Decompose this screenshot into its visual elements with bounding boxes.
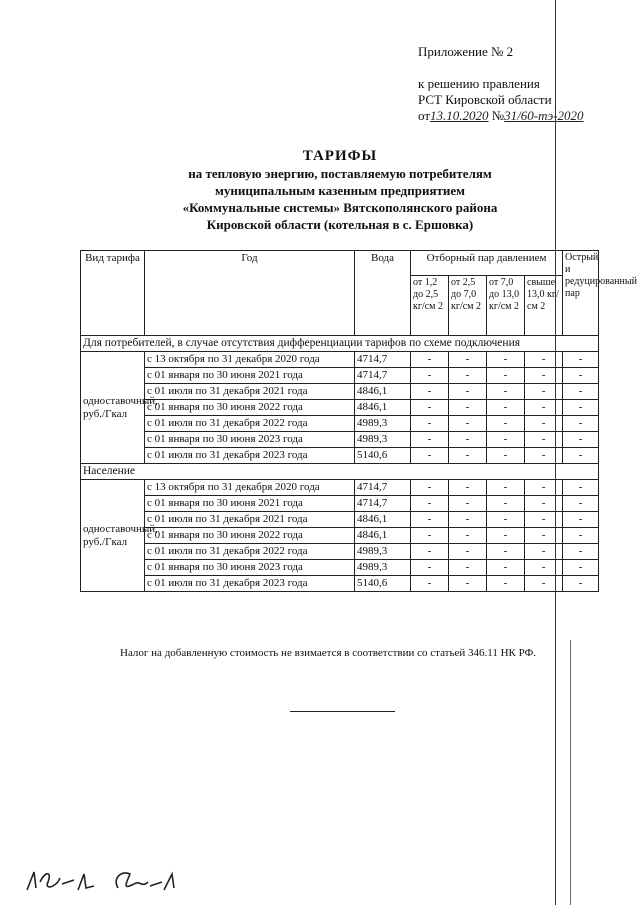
dash-cell: - [487, 368, 525, 384]
tariff-type: одноставочный, руб./Гкал [81, 480, 145, 592]
water-value-cell: 5140,6 [355, 448, 411, 464]
appendix-line1: к решению правления [418, 76, 540, 91]
dash-cell: - [525, 576, 563, 592]
dash-cell: - [449, 480, 487, 496]
dash-cell: - [487, 416, 525, 432]
dash-cell: - [487, 384, 525, 400]
dash-cell: - [563, 368, 599, 384]
dash-cell: - [411, 352, 449, 368]
dash-cell: - [449, 544, 487, 560]
table-row [81, 512, 599, 528]
dash-cell: - [487, 352, 525, 368]
dash-cell: - [563, 544, 599, 560]
dash-cell: - [449, 528, 487, 544]
dash-cell: - [449, 384, 487, 400]
period-cell: с 13 октября по 31 декабря 2020 года [145, 480, 355, 496]
water-value-cell: 4714,7 [355, 496, 411, 512]
period-cell: с 01 января по 30 июня 2021 года [145, 496, 355, 512]
dash-cell: - [525, 416, 563, 432]
number-value: 31/60-тэ-2020 [504, 108, 584, 123]
dash-cell: - [449, 400, 487, 416]
dash-cell: - [411, 496, 449, 512]
period-cell: с 01 июля по 31 декабря 2023 года [145, 576, 355, 592]
water-value-cell: 4714,7 [355, 480, 411, 496]
water-value-cell: 4846,1 [355, 400, 411, 416]
dash-cell: - [563, 432, 599, 448]
dash-cell: - [525, 528, 563, 544]
dash-cell: - [563, 352, 599, 368]
number-prefix: № [491, 108, 505, 123]
dash-cell: - [563, 528, 599, 544]
water-value-cell: 4989,3 [355, 416, 411, 432]
table-row [81, 544, 599, 560]
water-value-cell: 4989,3 [355, 544, 411, 560]
dash-cell: - [411, 448, 449, 464]
dash-cell: - [563, 448, 599, 464]
section-title: Население [81, 464, 599, 480]
period-cell: с 01 июля по 31 декабря 2022 года [145, 416, 355, 432]
dash-cell: - [411, 480, 449, 496]
table-row [81, 352, 599, 368]
dash-cell: - [525, 432, 563, 448]
dash-cell: - [563, 480, 599, 496]
water-value-cell: 4846,1 [355, 512, 411, 528]
dash-cell: - [449, 432, 487, 448]
dash-cell: - [411, 368, 449, 384]
dash-cell: - [525, 544, 563, 560]
title-main: ТАРИФЫ [302, 148, 378, 164]
period-cell: с 01 января по 30 июня 2022 года [145, 400, 355, 416]
vat-note: Налог на добавленную стоимость не взимается в соответствии со статьей 346.11 НК РФ. [120, 647, 537, 659]
dash-cell: - [449, 352, 487, 368]
dash-cell: - [487, 560, 525, 576]
dash-cell: - [411, 416, 449, 432]
dash-cell: - [487, 400, 525, 416]
dash-cell: - [563, 400, 599, 416]
dash-cell: - [449, 512, 487, 528]
appendix-block [418, 44, 584, 124]
period-cell: с 01 января по 30 июня 2023 года [145, 432, 355, 448]
table-row [81, 528, 599, 544]
dash-cell: - [487, 576, 525, 592]
header-type: Вид тарифа [81, 251, 145, 336]
dash-cell: - [487, 544, 525, 560]
water-value-cell: 4714,7 [355, 352, 411, 368]
document-title [0, 148, 640, 233]
dash-cell: - [487, 512, 525, 528]
dash-cell: - [525, 480, 563, 496]
table-row [81, 576, 599, 592]
dash-cell: - [449, 576, 487, 592]
period-cell: с 01 июля по 31 декабря 2022 года [145, 544, 355, 560]
period-cell: с 01 июля по 31 декабря 2021 года [145, 384, 355, 400]
water-value-cell: 4846,1 [355, 528, 411, 544]
dash-cell: - [563, 560, 599, 576]
header-sharp-steam: Острый и редуцированный пар [563, 251, 599, 336]
table-row [81, 560, 599, 576]
dash-cell: - [525, 560, 563, 576]
dash-cell: - [449, 368, 487, 384]
water-value-cell: 4846,1 [355, 384, 411, 400]
table-row [81, 432, 599, 448]
dash-cell: - [411, 400, 449, 416]
dash-cell: - [525, 384, 563, 400]
dash-cell: - [525, 400, 563, 416]
dash-cell: - [411, 576, 449, 592]
title-line-2: муниципальным казенным предприятием [215, 183, 465, 198]
header-row-1 [81, 251, 599, 276]
section-title: Для потребителей, в случае отсутствия дифференциации тарифов по схеме подключения [81, 336, 599, 352]
dash-cell: - [487, 432, 525, 448]
header-steam-col-1: от 1,2 до 2,5 кг/см 2 [411, 275, 449, 335]
tariff-type: одноставочный, руб./Гкал [81, 352, 145, 464]
water-value-cell: 5140,6 [355, 576, 411, 592]
header-steam-col-3: от 7,0 до 13,0 кг/см 2 [487, 275, 525, 335]
date-prefix: от [418, 108, 431, 123]
table-row [81, 448, 599, 464]
dash-cell: - [525, 496, 563, 512]
dash-cell: - [487, 448, 525, 464]
scan-line-lower [570, 640, 571, 905]
dash-cell: - [563, 416, 599, 432]
title-line-3: «Коммунальные системы» Вятскополянского района [182, 200, 498, 215]
table-row [81, 400, 599, 416]
period-cell: с 01 июля по 31 декабря 2021 года [145, 512, 355, 528]
period-cell: с 01 января по 30 июня 2023 года [145, 560, 355, 576]
signature-line [290, 711, 395, 712]
appendix-date-line [418, 108, 584, 124]
dash-cell: - [449, 416, 487, 432]
table-row [81, 496, 599, 512]
dash-cell: - [411, 432, 449, 448]
dash-cell: - [411, 544, 449, 560]
table-row [81, 368, 599, 384]
dash-cell: - [449, 448, 487, 464]
water-value-cell: 4989,3 [355, 432, 411, 448]
section-row [81, 336, 599, 352]
dash-cell: - [411, 384, 449, 400]
dash-cell: - [525, 368, 563, 384]
period-cell: с 01 июля по 31 декабря 2023 года [145, 448, 355, 464]
dash-cell: - [449, 496, 487, 512]
dash-cell: - [563, 512, 599, 528]
section-row [81, 464, 599, 480]
dash-cell: - [525, 448, 563, 464]
dash-cell: - [563, 576, 599, 592]
dash-cell: - [411, 512, 449, 528]
appendix-line2: РСТ Кировской области [418, 92, 552, 107]
dash-cell: - [525, 352, 563, 368]
dash-cell: - [525, 512, 563, 528]
header-steam-col-2: от 2,5 до 7,0 кг/см 2 [449, 275, 487, 335]
water-value-cell: 4714,7 [355, 368, 411, 384]
dash-cell: - [563, 496, 599, 512]
water-value-cell: 4989,3 [355, 560, 411, 576]
dash-cell: - [487, 496, 525, 512]
header-steam-col-4: свыше 13,0 кг/см 2 [525, 275, 563, 335]
dash-cell: - [411, 560, 449, 576]
title-line-4: Кировской области (котельная в с. Ершовка) [206, 217, 474, 232]
appendix-title: Приложение № 2 [418, 44, 514, 59]
dash-cell: - [563, 384, 599, 400]
period-cell: с 01 января по 30 июня 2022 года [145, 528, 355, 544]
table-row [81, 384, 599, 400]
header-water: Вода [355, 251, 411, 336]
handwritten-signature-icon [22, 860, 192, 898]
date-value: 13.10.2020 [430, 108, 489, 123]
dash-cell: - [487, 528, 525, 544]
table-body [81, 251, 637, 592]
dash-cell: - [411, 528, 449, 544]
dash-cell: - [487, 480, 525, 496]
tariff-table [80, 250, 637, 592]
period-cell: с 01 января по 30 июня 2021 года [145, 368, 355, 384]
title-line-1: на тепловую энергию, поставляемую потребителям [188, 166, 492, 181]
dash-cell: - [449, 560, 487, 576]
header-steam: Отборный пар давлением [411, 251, 563, 276]
period-cell: с 13 октября по 31 декабря 2020 года [145, 352, 355, 368]
table-row [81, 416, 599, 432]
header-year: Год [145, 251, 355, 336]
table-row [81, 480, 599, 496]
